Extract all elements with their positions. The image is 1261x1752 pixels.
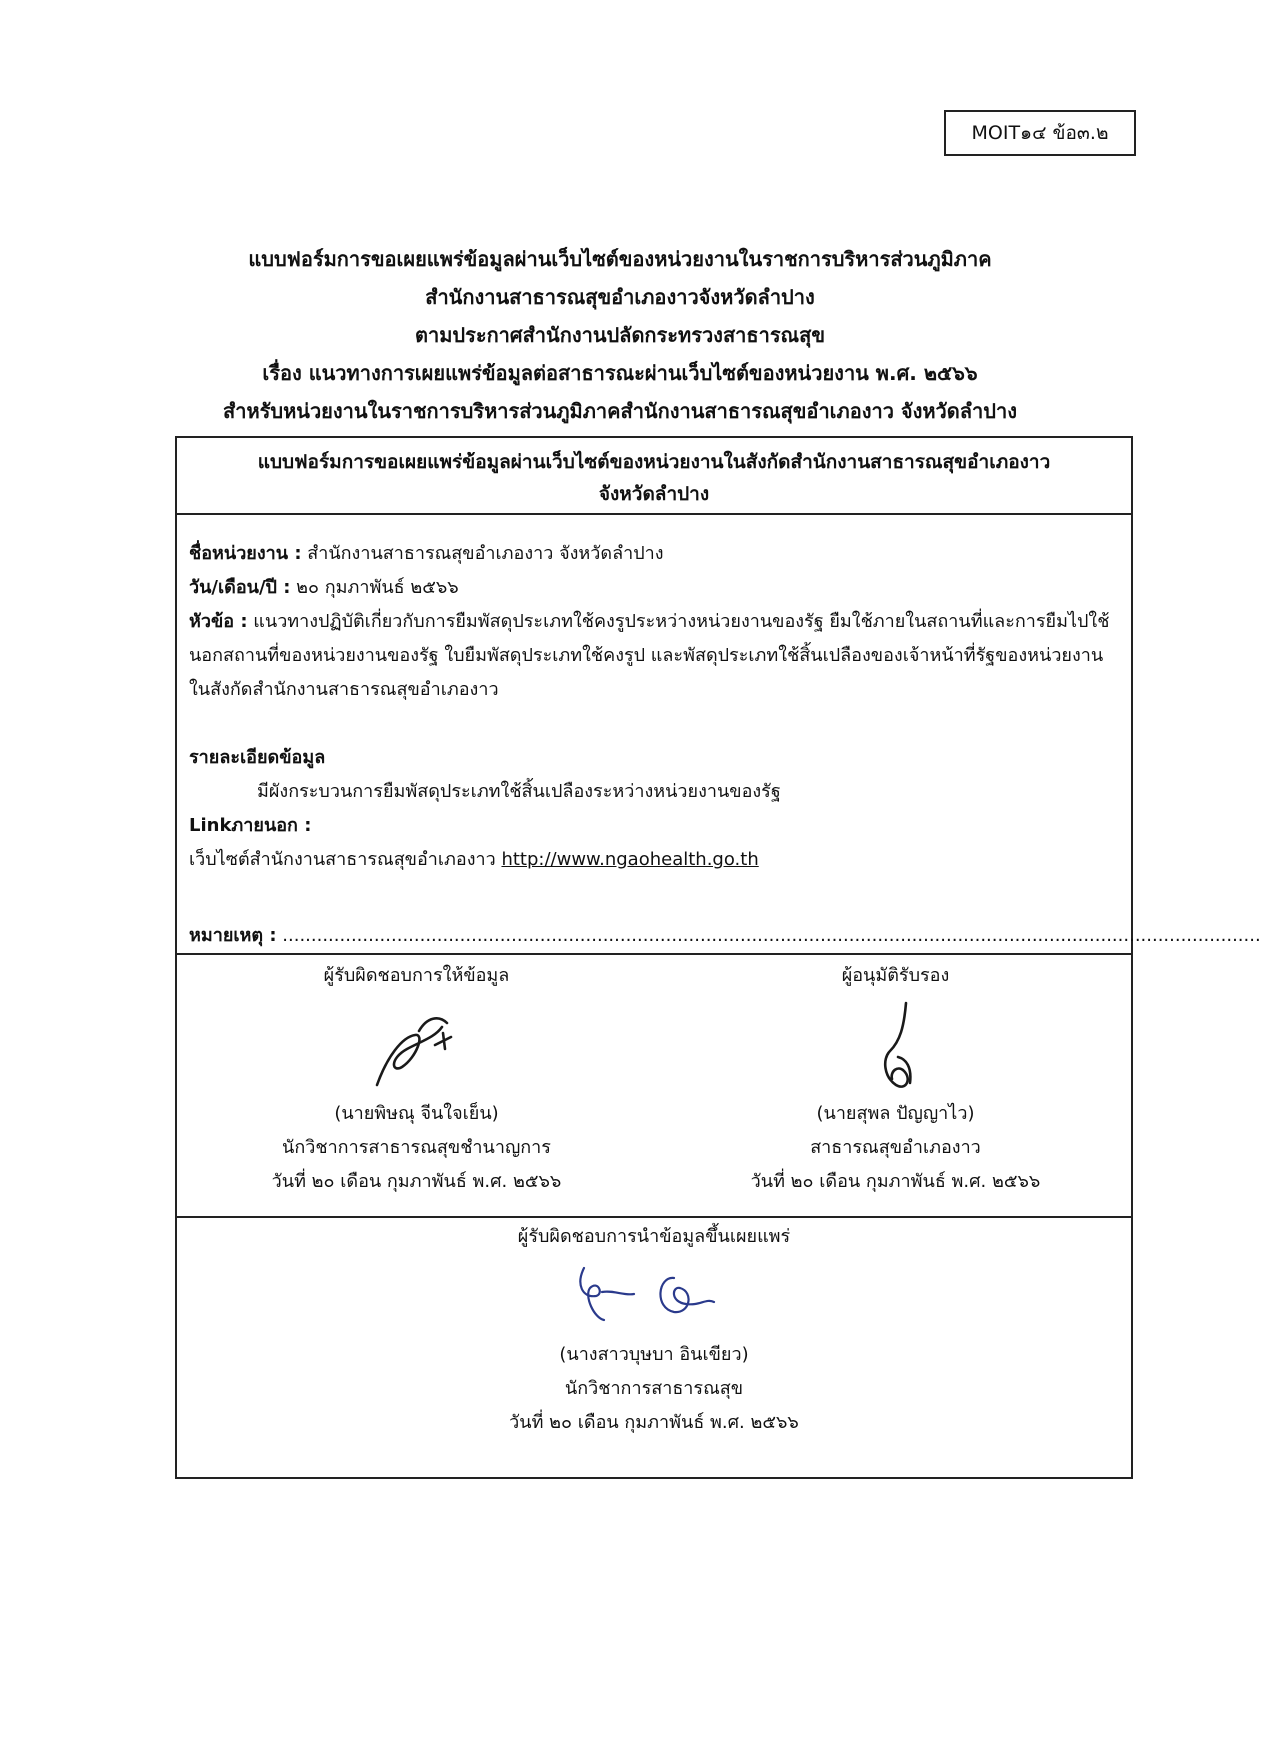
form-title-section bbox=[177, 438, 1131, 515]
header-line-5: สำหรับหน่วยงานในราชการบริหารส่วนภูมิภาคสำนักงานสาธารณสุขอำเภองาว จังหวัดลำปาง bbox=[223, 399, 1017, 423]
note-value: ........................................................................................................................................................................... bbox=[276, 925, 1261, 946]
provider-position: นักวิชาการสาธารณสุขชำนาญการ bbox=[282, 1137, 551, 1158]
provider-signature-image bbox=[347, 997, 487, 1097]
uploader-date: วันที่ ๒๐ เดือน กุมภาพันธ์ พ.ศ. ๒๕๖๖ bbox=[509, 1412, 799, 1433]
reference-code-box bbox=[944, 110, 1136, 156]
uploader-signature-block bbox=[177, 1218, 1131, 1479]
unit-value: สำนักงานสาธารณสุขอำเภองาว จังหวัดลำปาง bbox=[301, 543, 664, 564]
form-title-line-1: แบบฟอร์มการขอเผยแพร่ข้อมูลผ่านเว็บไซต์ของหน่วยงานในสังกัดสำนักงานสาธารณสุขอำเภองาว bbox=[257, 451, 1051, 473]
provider-name: (นายพิษณุ จีนใจเย็น) bbox=[334, 1103, 499, 1124]
uploader-name: (นางสาวบุษบา อินเขียว) bbox=[559, 1344, 749, 1365]
external-link-row bbox=[189, 809, 1119, 843]
provider-role: ผู้รับผิดชอบการให้ข้อมูล bbox=[323, 965, 510, 986]
note-label: หมายเหตุ : bbox=[189, 925, 277, 946]
form-details-section bbox=[177, 515, 1261, 955]
provider-signature-block bbox=[177, 955, 656, 1216]
date-label: วัน/เดือน/ปี : bbox=[189, 577, 291, 598]
header-line-1: แบบฟอร์มการขอเผยแพร่ข้อมูลผ่านเว็บไซต์ของหน่วยงานในราชการบริหารส่วนภูมิภาค bbox=[248, 247, 992, 271]
website-label: เว็บไซต์สำนักงานสาธารณสุขอำเภองาว bbox=[189, 849, 502, 870]
note-row bbox=[189, 921, 1261, 951]
topic-row bbox=[189, 605, 1119, 707]
approver-signature-image bbox=[826, 997, 966, 1097]
header-line-4: เรื่อง แนวทางการเผยแพร่ข้อมูลต่อสาธารณะผ่านเว็บไซต์ของหน่วยงาน พ.ศ. ๒๕๖๖ bbox=[262, 361, 978, 385]
detail-heading-row bbox=[189, 741, 1119, 775]
form-title-line-2: จังหวัดลำปาง bbox=[598, 483, 710, 505]
unit-label: ชื่อหน่วยงาน : bbox=[189, 543, 302, 564]
signature-section bbox=[177, 955, 1131, 1218]
approver-date: วันที่ ๒๐ เดือน กุมภาพันธ์ พ.ศ. ๒๕๖๖ bbox=[750, 1171, 1041, 1192]
date-row bbox=[189, 571, 1119, 605]
approver-position: สาธารณสุขอำเภองาว bbox=[810, 1137, 981, 1158]
publication-form bbox=[175, 436, 1261, 1479]
provider-date: วันที่ ๒๐ เดือน กุมภาพันธ์ พ.ศ. ๒๕๖๖ bbox=[271, 1171, 562, 1192]
document-header bbox=[150, 240, 1090, 430]
date-value: ๒๐ กุมภาพันธ์ ๒๕๖๖ bbox=[290, 577, 459, 598]
detail-value: มีผังกระบวนการยืมพัสดุประเภทใช้สิ้นเปลืองระหว่างหน่วยงานของรัฐ bbox=[257, 781, 781, 802]
approver-role: ผู้อนุมัติรับรอง bbox=[841, 965, 950, 986]
topic-value: แนวทางปฏิบัติเกี่ยวกับการยืมพัสดุประเภทใช้คงรูประหว่างหน่วยงานของรัฐ ยืมใช้ภายในสถานที่และการยืมไปใช้นอกสถานที่ของหน่วยงานของรัฐ ใบยืมพัสดุประเภทใช้คงรูป และพัสดุประเภทใช้สิ้นเปลืองของเจ้าหน้าที่รัฐของหน่วยงานในสังกัดสำนักงานสาธารณสุขอำเภองาว bbox=[189, 611, 1110, 700]
approver-signature-block bbox=[656, 955, 1135, 1216]
external-link-label: Linkภายนอก : bbox=[189, 815, 312, 836]
header-line-3: ตามประกาศสำนักงานปลัดกระทรวงสาธารณสุข bbox=[414, 323, 825, 347]
reference-code: MOIT๑๔ ข้อ๓.๒ bbox=[971, 122, 1109, 144]
website-link[interactable]: http://www.ngaohealth.go.th bbox=[501, 849, 759, 870]
uploader-signature-image bbox=[554, 1258, 754, 1338]
topic-label: หัวข้อ : bbox=[189, 611, 248, 632]
uploader-role: ผู้รับผิดชอบการนำข้อมูลขึ้นเผยแพร่ bbox=[517, 1226, 791, 1247]
website-row bbox=[189, 843, 1119, 877]
uploader-position: นักวิชาการสาธารณสุข bbox=[564, 1378, 744, 1399]
detail-label: รายละเอียดข้อมูล bbox=[189, 747, 326, 768]
header-line-2: สำนักงานสาธารณสุขอำเภองาวจังหวัดลำปาง bbox=[425, 285, 815, 309]
unit-row bbox=[189, 537, 1119, 571]
approver-name: (นายสุพล ปัญญาไว) bbox=[816, 1103, 975, 1124]
